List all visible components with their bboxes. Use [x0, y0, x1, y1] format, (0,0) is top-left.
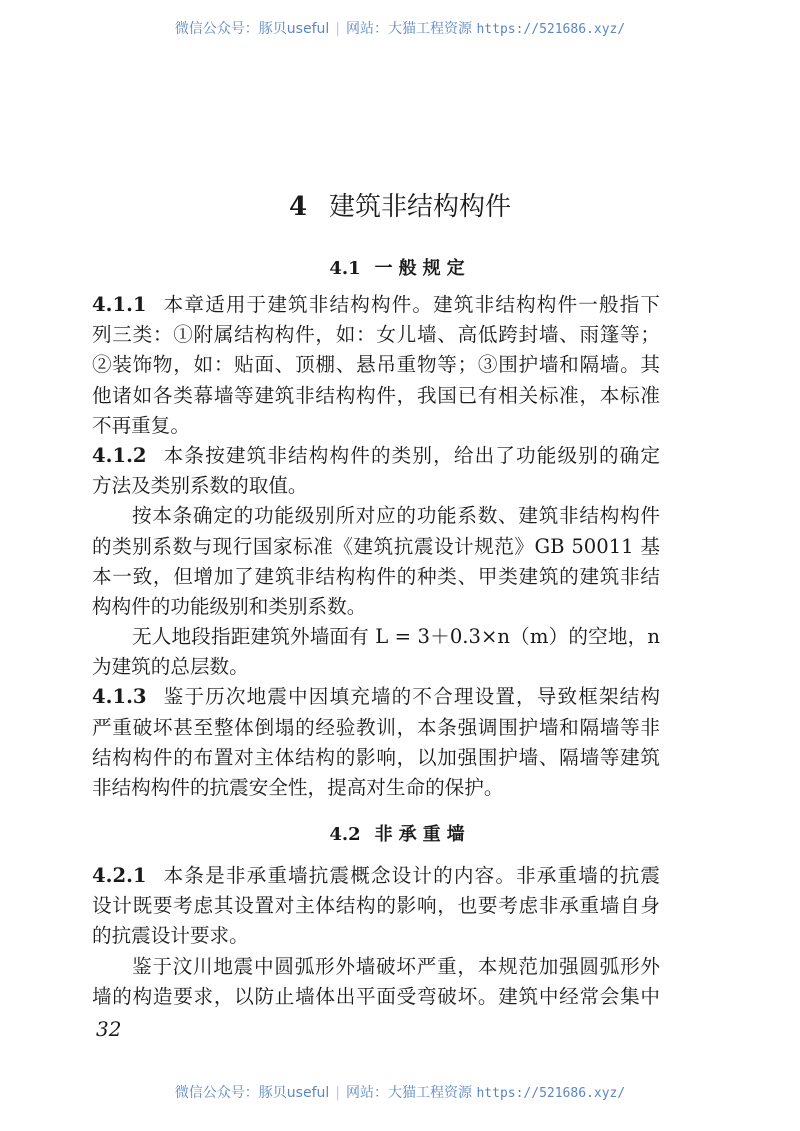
text-line	[92, 411, 660, 441]
watermark-url: https://521686.xyz/	[476, 22, 626, 37]
line-text: 非结构构件的抗震安全性，提高对生命的保护。	[92, 776, 504, 799]
text-line	[92, 891, 660, 921]
clause-number: 4.2.1	[92, 864, 147, 887]
text-line	[92, 350, 660, 380]
watermark-label: 微信公众号：豚贝useful	[174, 1085, 330, 1101]
text-line	[92, 501, 660, 531]
line-text: 结构构件的布置对主体结构的影响，以加强围护墙、隔墙等建筑	[92, 745, 660, 769]
text-line	[92, 290, 660, 320]
text-line	[92, 381, 660, 411]
text-line	[92, 743, 660, 773]
text-line	[92, 861, 660, 891]
clause-number: 4.1.1	[92, 293, 147, 316]
section-4-1-body	[92, 290, 660, 803]
line-text: 墙的构造要求，以防止墙体出平面受弯破坏。建筑中经常会集中	[92, 984, 660, 1008]
line-text: 无人地段指距建筑外墙面有 L = 3＋0.3×n（m）的空地，n	[132, 625, 660, 649]
watermark-url: https://521686.xyz/	[476, 1086, 626, 1101]
line-text: 鉴于汶川地震中圆弧形外墙破坏严重，本规范加强圆弧形外	[132, 954, 660, 978]
line-text: 本条是非承重墙抗震概念设计的内容。非承重墙的抗震	[162, 864, 660, 887]
line-text: 不再重复。	[92, 413, 190, 437]
section-4-2-body	[92, 861, 660, 1012]
section-heading-4-1	[0, 254, 800, 280]
text-line	[92, 471, 660, 501]
line-text: 本一致，但增加了建筑非结构构件的种类、甲类建筑的建筑非结	[92, 564, 660, 588]
line-text: 为建筑的总层数。	[92, 655, 249, 679]
watermark-separator: |	[335, 21, 341, 37]
text-line	[92, 622, 660, 652]
text-line	[92, 441, 660, 471]
text-line	[92, 652, 660, 682]
line-text: 构构件的功能级别和类别系数。	[92, 594, 367, 618]
text-line	[92, 320, 660, 350]
chapter-title	[0, 186, 800, 223]
watermark-site: 网站：大猫工程资源	[346, 1085, 473, 1101]
text-line	[92, 562, 660, 592]
section-number: 4.1	[329, 258, 361, 279]
chapter-title-text: 建筑非结构构件	[329, 192, 512, 222]
page-number: 32	[96, 1017, 122, 1041]
text-line	[92, 773, 660, 803]
clause-number: 4.1.2	[92, 443, 147, 467]
section-number: 4.2	[329, 824, 361, 845]
text-line	[92, 921, 660, 951]
watermark-header	[0, 18, 800, 38]
line-text: 方法及类别系数的取值。	[92, 474, 308, 498]
line-text: 他诸如各类幕墙等建筑非结构构件，我国已有相关标准，本标准	[92, 383, 660, 407]
text-line	[92, 592, 660, 622]
line-text: 的抗震设计要求。	[92, 924, 249, 948]
line-text: 的类别系数与现行国家标准《建筑抗震设计规范》GB 50011 基	[92, 534, 660, 558]
text-line	[92, 952, 660, 982]
line-text: 本章适用于建筑非结构构件。建筑非结构构件一般指下	[162, 293, 660, 316]
line-text: 鉴于历次地震中因填充墙的不合理设置，导致框架结构	[162, 685, 660, 709]
watermark-label: 微信公众号：豚贝useful	[174, 21, 330, 37]
text-line	[92, 682, 660, 712]
section-title: 一般规定	[374, 258, 471, 279]
section-heading-4-2	[0, 820, 800, 846]
text-line	[92, 532, 660, 562]
line-text: 设计既要考虑其设置对主体结构的影响，也要考虑非承重墙自身	[92, 894, 660, 918]
line-text: 列三类：①附属结构构件，如：女儿墙、高低跨封墙、雨篷等；	[92, 323, 660, 347]
text-line	[92, 982, 660, 1012]
line-text: ②装饰物，如：贴面、顶棚、悬吊重物等；③围护墙和隔墙。其	[92, 353, 660, 377]
watermark-separator: |	[335, 1085, 341, 1101]
text-line	[92, 713, 660, 743]
watermark-site: 网站：大猫工程资源	[346, 21, 473, 37]
line-text: 严重破坏甚至整体倒塌的经验教训，本条强调围护墙和隔墙等非	[92, 715, 660, 739]
section-title: 非承重墙	[374, 824, 471, 845]
line-text: 本条按建筑非结构构件的类别，给出了功能级别的确定	[162, 443, 660, 467]
watermark-footer	[0, 1082, 800, 1102]
chapter-number: 4	[288, 192, 308, 222]
clause-number: 4.1.3	[92, 685, 147, 709]
line-text: 按本条确定的功能级别所对应的功能系数、建筑非结构构件	[132, 504, 660, 528]
